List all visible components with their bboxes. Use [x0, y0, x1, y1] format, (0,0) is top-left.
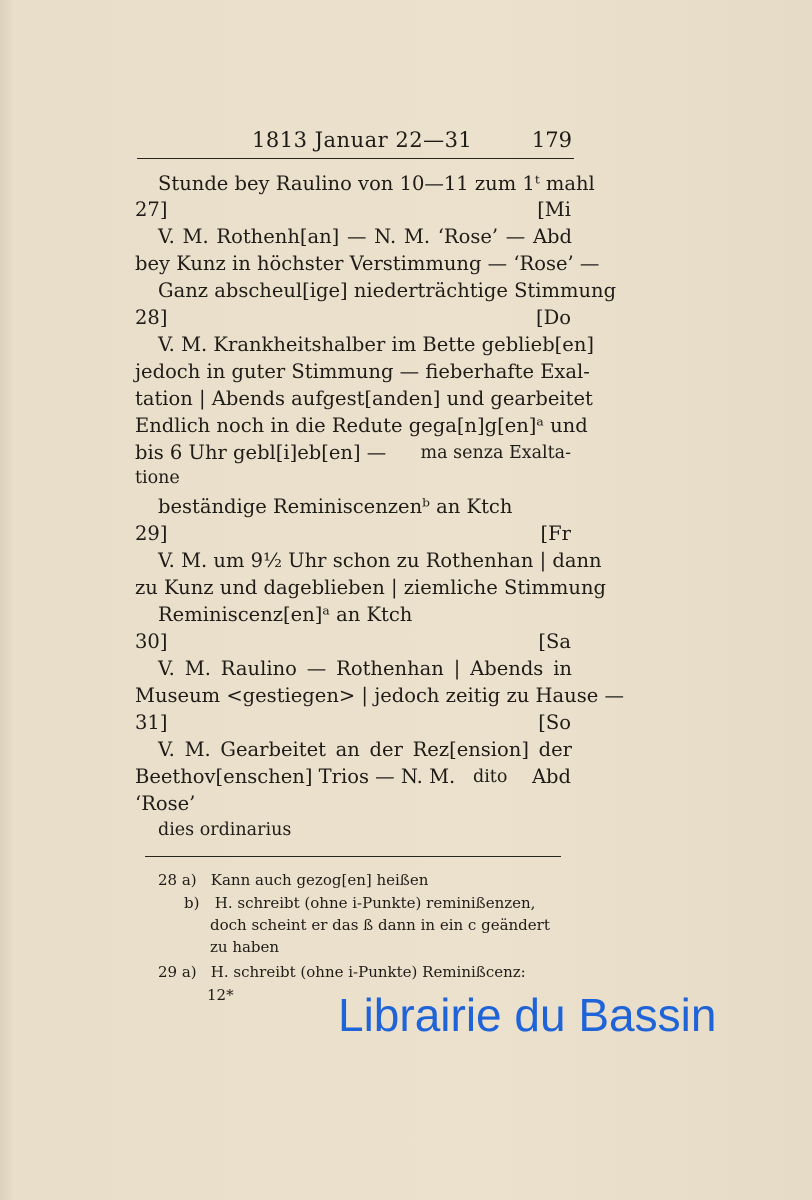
text-line: jedoch in guter Stimmung — fieberhafte Exal- [135, 360, 590, 383]
running-header [137, 126, 574, 159]
date-number: 31] [135, 711, 168, 734]
footnote-text: Kann auch gezog[en] heißen [210, 871, 429, 889]
page-number: 179 [531, 128, 572, 152]
text-line: V. M. Rothenh[an] — N. M. ‘Rose’ — Abd [158, 225, 572, 248]
text-line: tione [135, 468, 180, 488]
weekday: [Fr [540, 522, 571, 545]
date-heading-28 [135, 306, 571, 330]
text-fraktur: Abd [531, 765, 571, 788]
footnote-divider [145, 856, 561, 857]
text-line [135, 441, 571, 465]
text-line: zu Kunz und dageblieben | ziemliche Stimmung [135, 576, 606, 599]
date-number: 30] [135, 630, 168, 653]
text-line: ‘Rose’ [135, 792, 196, 815]
text-line: Museum <gestiegen> | jedoch zeitig zu Hause — [135, 684, 624, 707]
footnote [158, 870, 428, 890]
date-heading-27 [135, 198, 571, 222]
date-heading-31 [135, 711, 571, 735]
text-line: beständige Reminiscenzenᵇ an Ktch [158, 495, 513, 518]
text-fraktur: bis 6 Uhr gebl[i]eb[en] — [135, 441, 387, 464]
footnote [184, 893, 535, 913]
date-number: 27] [135, 198, 168, 221]
text-latin: dito [473, 767, 508, 787]
text-fraktur: Beethov[enschen] Trios — N. M. [135, 765, 456, 788]
header-title: 1813 Januar 22—31 [252, 128, 473, 152]
text-line: bey Kunz in höchster Verstimmung — ‘Rose’ — [135, 252, 600, 275]
date-number: 29] [135, 522, 168, 545]
text-line: V. M. um 9½ Uhr schon zu Rothenhan | dann [158, 549, 602, 572]
footnote-text: H. schreibt (ohne i-Punkte) reminißenzen, [214, 894, 536, 912]
footnote-marker: 28 a) [158, 871, 197, 889]
footnote-marker: b) [184, 894, 200, 912]
text-line: tation | Abends aufgest[anden] und gearbeitet [135, 387, 593, 410]
footnote-text: H. schreibt (ohne i-Punkte) Reminißcenz: [210, 963, 526, 981]
text-line [135, 765, 571, 789]
weekday: [So [538, 711, 571, 734]
footnote-marker: 29 a) [158, 963, 197, 981]
weekday: [Mi [537, 198, 571, 221]
signature-mark: 12* [207, 986, 234, 1004]
weekday: [Sa [538, 630, 571, 653]
footnote-continuation: zu haben [210, 938, 280, 956]
text-line: V. M. Gearbeitet an der Rez[ension] der [158, 738, 572, 761]
watermark-text: Librairie du Bassin [338, 989, 717, 1041]
footnote [158, 962, 526, 982]
text-line: Reminiscenz[en]ᵃ an Ktch [158, 603, 413, 626]
footnote-continuation: doch scheint er das ß dann in ein c geändert [210, 916, 550, 934]
text-line: Endlich noch in die Redute gega[n]g[en]ᵃ und [135, 414, 588, 437]
date-heading-29 [135, 522, 571, 546]
text-line: Ganz abscheul[ige] niederträchtige Stimmung [158, 279, 617, 302]
text-line: dies ordinarius [158, 820, 292, 840]
date-heading-30 [135, 630, 571, 654]
text-line: V. M. Raulino — Rothenhan | Abends in [158, 657, 572, 680]
date-number: 28] [135, 306, 168, 329]
text-latin: ma senza Exalta- [420, 443, 571, 463]
text-line: V. M. Krankheitshalber im Bette geblieb[en] [158, 333, 594, 356]
text-line: Stunde bey Raulino von 10—11 zum 1ᵗ mahl [158, 172, 595, 195]
weekday: [Do [536, 306, 571, 329]
